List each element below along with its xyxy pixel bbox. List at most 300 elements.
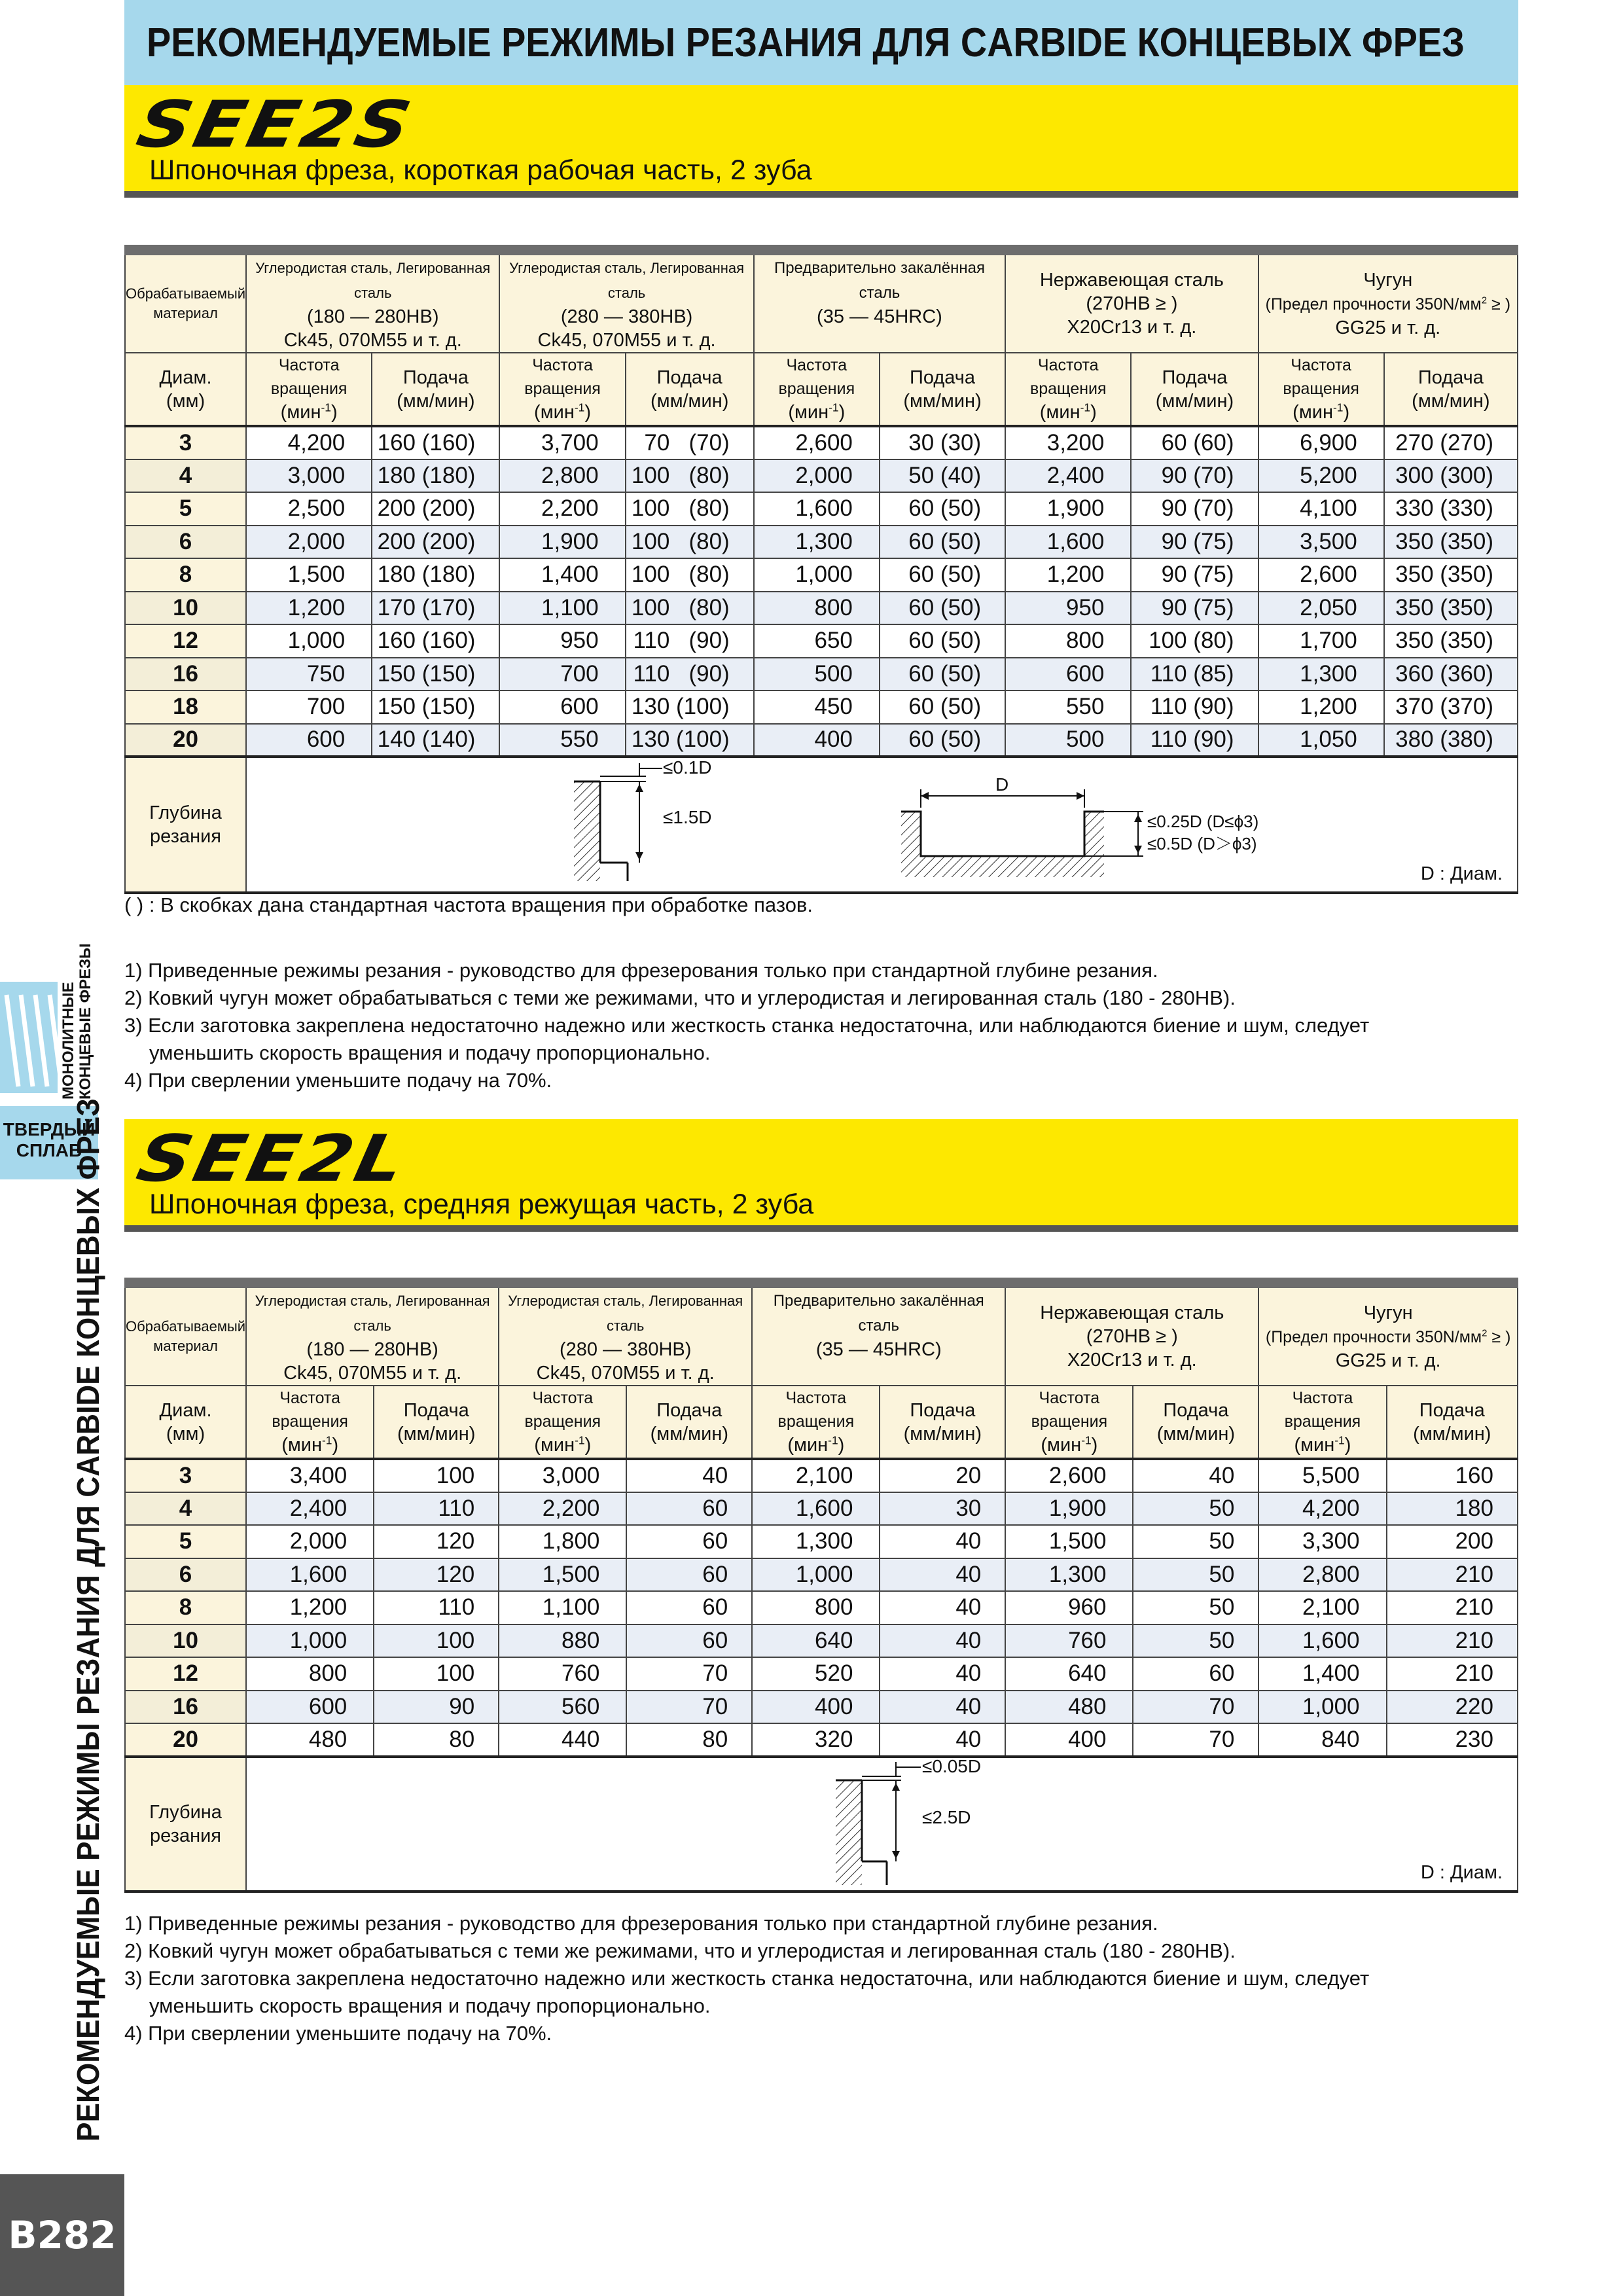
d-legend: D : Диам. [1420, 863, 1503, 884]
material-col-5: Чугун (Предел прочности $350N/мм^2$ ≥ ) GG25 и т. д. [1258, 250, 1518, 353]
table-row [125, 1657, 1518, 1691]
material-label: Обрабатываемый материал [125, 1283, 246, 1386]
feed-cell: 180 [1387, 1492, 1518, 1526]
rpm-cell: 550 [499, 724, 625, 757]
feed-cell: 60 (50) [880, 724, 1005, 757]
fig2-d-label: D [995, 774, 1009, 795]
rpm-cell: 750 [246, 658, 372, 691]
rpm-cell: 520 [752, 1657, 880, 1691]
rpm-header: Частота вращения (мин$^{-1}$) [1258, 353, 1384, 426]
rpm-cell: 5,200 [1258, 459, 1384, 493]
table-row [125, 592, 1518, 625]
cut-depth-diagram [247, 758, 1546, 889]
feed-cell: 90 (70) [1131, 492, 1258, 526]
feed-cell: 330 (330) [1384, 492, 1518, 526]
rpm-cell: 480 [1005, 1691, 1133, 1724]
rpm-cell: 1,000 [754, 558, 880, 592]
rpm-cell: 2,200 [499, 1492, 626, 1526]
rpm-cell: 1,600 [1005, 526, 1131, 559]
rpm-cell: 1,500 [246, 558, 372, 592]
feed-cell: 130 (100) [626, 691, 754, 724]
feed-cell: 60 (50) [880, 624, 1005, 658]
rpm-cell: 1,400 [499, 558, 625, 592]
feed-cell: 20 [880, 1459, 1005, 1492]
page-title-bar [124, 0, 1518, 85]
feed-cell: 90 (70) [1131, 459, 1258, 493]
rpm-cell: 800 [1005, 624, 1131, 658]
feed-cell: 90 (75) [1131, 592, 1258, 625]
rpm-cell: 1,300 [1005, 1558, 1133, 1592]
rpm-cell: 1,900 [1005, 1492, 1133, 1526]
feed-cell: 60 [626, 1558, 752, 1592]
feed-cell: 100 [374, 1657, 499, 1691]
feed-cell: 210 [1387, 1591, 1518, 1624]
rpm-cell: 1,300 [1258, 658, 1384, 691]
feed-cell: 40 [880, 1525, 1005, 1558]
rpm-header: Частота вращения (мин$^{-1}$) [1005, 1386, 1133, 1459]
rpm-cell: 1,600 [1258, 1624, 1386, 1658]
depth-label: Глубина резания [125, 757, 246, 893]
rpm-cell: 1,100 [499, 1591, 626, 1624]
feed-cell: 350 (350) [1384, 624, 1518, 658]
table-row [125, 1459, 1518, 1492]
feed-cell: 350 (350) [1384, 526, 1518, 559]
feed-cell: 370 (370) [1384, 691, 1518, 724]
rpm-cell: 600 [246, 1691, 374, 1724]
feed-cell: 360 (360) [1384, 658, 1518, 691]
sidebar-group-icon [0, 982, 58, 1093]
note-3-cont: уменьшить скорость вращения и подачу пропорционально. [149, 1041, 711, 1064]
rpm-cell: 2,000 [246, 526, 372, 559]
rpm-cell: 800 [246, 1657, 374, 1691]
tab-line2: СПЛАВ [16, 1140, 82, 1160]
depth-row [125, 757, 1518, 893]
feed-header: Подача (мм/мин) [1131, 353, 1258, 426]
feed-cell: 170 (170) [372, 592, 499, 625]
note-1: 1) Приведенные режимы резания - руководство для фрезерования только при стандартной глубине резания. [124, 959, 1158, 982]
table-row [125, 492, 1518, 526]
see2s-notes [124, 957, 1369, 1094]
rpm-cell: 960 [1005, 1591, 1133, 1624]
rpm-cell: 650 [754, 624, 880, 658]
feed-cell: 100 (80) [626, 558, 754, 592]
material-col-4: Нержавеющая сталь (270HB ≥ ) X20Cr13 и т. д. [1005, 1283, 1258, 1386]
diameter-cell: 6 [125, 1558, 246, 1592]
feed-cell: 210 [1387, 1558, 1518, 1592]
see2s-table [124, 245, 1518, 894]
rpm-header: Частота вращения (мин$^{-1}$) [752, 1386, 880, 1459]
rpm-cell: 4,200 [1258, 1492, 1386, 1526]
fig2-line2: ≤0.5D (D＞ϕ3) [1147, 834, 1257, 853]
diameter-cell: 20 [125, 1723, 246, 1757]
rpm-cell: 2,100 [1258, 1591, 1386, 1624]
note-3-cont: уменьшить скорость вращения и подачу пропорционально. [149, 1994, 711, 2017]
rpm-cell: 1,400 [1258, 1657, 1386, 1691]
diameter-cell: 10 [125, 1624, 246, 1658]
see2l-header [124, 1119, 1518, 1232]
rpm-cell: 2,050 [1258, 592, 1384, 625]
rpm-cell: 800 [754, 592, 880, 625]
rpm-cell: 480 [246, 1723, 374, 1757]
diameter-cell: 12 [125, 1657, 246, 1691]
feed-cell: 60 [626, 1492, 752, 1526]
note-3: 3) Если заготовка закреплена недостаточно надежно или жесткость станка недостаточна, или наблюдаются биение и шум, следует [124, 1014, 1370, 1037]
material-col-2: Углеродистая сталь, Легированная сталь (280 — 380HB) Ck45, 070M55 и т. д. [499, 250, 753, 353]
rpm-cell: 1,800 [499, 1525, 626, 1558]
rpm-cell: 2,200 [499, 492, 625, 526]
see2l-notes [124, 1910, 1369, 2047]
feed-header: Подача (мм/мин) [626, 1386, 752, 1459]
diam-header: Диам. (мм) [125, 353, 246, 426]
feed-cell: 50 [1133, 1591, 1258, 1624]
feed-cell: 160 (160) [372, 624, 499, 658]
feed-cell: 60 (50) [880, 526, 1005, 559]
fig2-line1: ≤0.25D (D≤ϕ3) [1147, 812, 1259, 831]
diameter-cell: 3 [125, 1459, 246, 1492]
feed-cell: 130 (100) [626, 724, 754, 757]
rpm-header: Частота вращения (мин$^{-1}$) [499, 353, 625, 426]
rpm-cell: 950 [1005, 592, 1131, 625]
fig1-side-label: ≤1.5D [663, 807, 712, 827]
rpm-cell: 4,100 [1258, 492, 1384, 526]
rpm-cell: 1,200 [246, 592, 372, 625]
feed-cell: 40 [626, 1459, 752, 1492]
rpm-header: Частота вращения (мин$^{-1}$) [1258, 1386, 1386, 1459]
rpm-cell: 2,600 [1005, 1459, 1133, 1492]
feed-cell: 110 (85) [1131, 658, 1258, 691]
feed-cell: 110 (90) [626, 658, 754, 691]
rpm-cell: 1,200 [1005, 558, 1131, 592]
feed-cell: 110 [374, 1591, 499, 1624]
feed-cell: 40 [880, 1723, 1005, 1757]
rpm-cell: 450 [754, 691, 880, 724]
rpm-cell: 1,600 [754, 492, 880, 526]
rpm-cell: 5,500 [1258, 1459, 1386, 1492]
rpm-cell: 700 [499, 658, 625, 691]
diameter-cell: 10 [125, 592, 246, 625]
column-header-row [125, 1386, 1518, 1459]
material-col-1: Углеродистая сталь, Легированная сталь (180 — 280HB) Ck45, 070M55 и т. д. [246, 250, 499, 353]
rpm-header: Частота вращения (мин$^{-1}$) [754, 353, 880, 426]
feed-cell: 380 (380) [1384, 724, 1518, 757]
feed-cell: 120 [374, 1525, 499, 1558]
table-row [125, 1525, 1518, 1558]
feed-cell: 230 [1387, 1723, 1518, 1757]
note-4: 4) При сверлении уменьшите подачу на 70%. [124, 2022, 552, 2045]
rpm-cell: 1,000 [246, 1624, 374, 1658]
rpm-cell: 1,500 [1005, 1525, 1133, 1558]
diameter-cell: 5 [125, 492, 246, 526]
feed-cell: 40 [880, 1591, 1005, 1624]
table-row [125, 624, 1518, 658]
fig1-top-label: ≤0.1D [663, 758, 712, 778]
feed-cell: 40 [880, 1691, 1005, 1724]
depth-row [125, 1757, 1518, 1892]
feed-cell: 60 [626, 1624, 752, 1658]
diameter-cell: 12 [125, 624, 246, 658]
rpm-cell: 2,800 [1258, 1558, 1386, 1592]
feed-cell: 120 [374, 1558, 499, 1592]
feed-cell: 40 [880, 1558, 1005, 1592]
feed-header: Подача (мм/мин) [1387, 1386, 1518, 1459]
feed-cell: 210 [1387, 1657, 1518, 1691]
table-row [125, 1691, 1518, 1724]
rpm-cell: 1,900 [1005, 492, 1131, 526]
feed-header: Подача (мм/мин) [1133, 1386, 1258, 1459]
fig-side-label: ≤2.5D [922, 1806, 971, 1827]
note-2: 2) Ковкий чугун может обрабатываться с теми же режимами, что и углеродистая и легированная сталь (180 - 280HB). [124, 986, 1236, 1009]
bracket-note: ( ) : В скобках дана стандартная частота вращения при обработке пазов. [124, 893, 813, 916]
rpm-cell: 2,600 [754, 426, 880, 459]
feed-cell: 350 (350) [1384, 592, 1518, 625]
feed-cell: 210 [1387, 1624, 1518, 1658]
feed-cell: 90 [374, 1691, 499, 1724]
rpm-cell: 760 [1005, 1624, 1133, 1658]
material-col-3: Предварительно закалённая сталь (35 — 45HRC) [752, 1283, 1005, 1386]
material-col-4: Нержавеющая сталь (270HB ≥ ) X20Cr13 и т. д. [1005, 250, 1258, 353]
rpm-cell: 1,000 [246, 624, 372, 658]
feed-cell: 100 [374, 1624, 499, 1658]
feed-cell: 110 (90) [1131, 691, 1258, 724]
note-4: 4) При сверлении уменьшите подачу на 70%. [124, 1069, 552, 1092]
tab-line1: ТВЕРДЫЙ [3, 1119, 96, 1139]
feed-cell: 90 (75) [1131, 526, 1258, 559]
rpm-cell: 2,000 [246, 1525, 374, 1558]
rpm-cell: 640 [1005, 1657, 1133, 1691]
rpm-cell: 400 [754, 724, 880, 757]
feed-cell: 200 [1387, 1525, 1518, 1558]
material-col-5: Чугун (Предел прочности $350N/мм^2$ ≥ ) GG25 и т. д. [1258, 1283, 1518, 1386]
material-col-2: Углеродистая сталь, Легированная сталь (280 — 380HB) Ck45, 070M55 и т. д. [499, 1283, 752, 1386]
diameter-cell: 16 [125, 658, 246, 691]
table-row [125, 1624, 1518, 1658]
rpm-cell: 840 [1258, 1723, 1386, 1757]
diameter-cell: 5 [125, 1525, 246, 1558]
rpm-cell: 400 [1005, 1723, 1133, 1757]
sidebar-group-label: МОНОЛИТНЫЕ КОНЦЕВЫЕ ФРЕЗЫ [60, 943, 94, 1100]
feed-cell: 180 (180) [372, 459, 499, 493]
feed-cell: 60 [1133, 1657, 1258, 1691]
table-row [125, 1723, 1518, 1757]
rpm-cell: 2,400 [1005, 459, 1131, 493]
rpm-cell: 600 [246, 724, 372, 757]
feed-cell: 60 (50) [880, 691, 1005, 724]
depth-figure [246, 757, 1518, 893]
fig-top-label: ≤0.05D [922, 1757, 982, 1776]
table-row [125, 658, 1518, 691]
feed-cell: 50 [1133, 1492, 1258, 1526]
table-row [125, 558, 1518, 592]
feed-cell: 300 (300) [1384, 459, 1518, 493]
diameter-cell: 8 [125, 558, 246, 592]
diameter-cell: 4 [125, 459, 246, 493]
material-label: Обрабатываемый материал [125, 250, 246, 353]
diameter-cell: 4 [125, 1492, 246, 1526]
column-header-row [125, 353, 1518, 426]
rpm-cell: 760 [499, 1657, 626, 1691]
feed-cell: 100 (80) [626, 492, 754, 526]
rpm-cell: 3,000 [499, 1459, 626, 1492]
rpm-cell: 600 [499, 691, 625, 724]
feed-cell: 70 [1133, 1723, 1258, 1757]
d-legend: D : Диам. [1420, 1861, 1503, 1883]
table-row [125, 459, 1518, 493]
feed-cell: 70 (70) [626, 426, 754, 459]
feed-cell: 40 [880, 1657, 1005, 1691]
rpm-cell: 640 [752, 1624, 880, 1658]
feed-cell: 60 [626, 1591, 752, 1624]
feed-cell: 100 (80) [626, 526, 754, 559]
feed-cell: 50 [1133, 1525, 1258, 1558]
rpm-cell: 3,300 [1258, 1525, 1386, 1558]
see2s-code: SEE2S [130, 88, 420, 162]
rpm-cell: 1,100 [499, 592, 625, 625]
feed-cell: 80 [374, 1723, 499, 1757]
feed-cell: 180 (180) [372, 558, 499, 592]
rpm-cell: 1,600 [752, 1492, 880, 1526]
rpm-cell: 2,800 [499, 459, 625, 493]
rpm-cell: 3,400 [246, 1459, 374, 1492]
feed-cell: 200 (200) [372, 492, 499, 526]
feed-cell: 40 [880, 1624, 1005, 1658]
diameter-cell: 6 [125, 526, 246, 559]
rpm-cell: 950 [499, 624, 625, 658]
feed-cell: 350 (350) [1384, 558, 1518, 592]
rpm-cell: 400 [752, 1691, 880, 1724]
rpm-header: Частота вращения (мин$^{-1}$) [246, 1386, 374, 1459]
feed-cell: 40 [1133, 1459, 1258, 1492]
rpm-cell: 440 [499, 1723, 626, 1757]
rpm-cell: 560 [499, 1691, 626, 1724]
rpm-cell: 320 [752, 1723, 880, 1757]
rpm-cell: 1,900 [499, 526, 625, 559]
rpm-cell: 700 [246, 691, 372, 724]
diameter-cell: 18 [125, 691, 246, 724]
rpm-cell: 1,050 [1258, 724, 1384, 757]
rpm-cell: 3,700 [499, 426, 625, 459]
feed-header: Подача (мм/мин) [374, 1386, 499, 1459]
material-header-row [125, 250, 1518, 353]
rpm-cell: 600 [1005, 658, 1131, 691]
feed-cell: 100 [374, 1459, 499, 1492]
page-title: РЕКОМЕНДУЕМЫЕ РЕЖИМЫ РЕЗАНИЯ ДЛЯ CARBIDE КОНЦЕВЫХ ФРЕЗ [147, 20, 1465, 65]
diameter-cell: 8 [125, 1591, 246, 1624]
feed-cell: 100 (80) [626, 459, 754, 493]
feed-cell: 110 (90) [1131, 724, 1258, 757]
see2l-subtitle: Шпоночная фреза, средняя режущая часть, 2 зуба [149, 1189, 814, 1220]
rpm-header: Частота вращения (мин$^{-1}$) [499, 1386, 626, 1459]
cut-depth-diagram [247, 1758, 1546, 1889]
table-row [125, 1558, 1518, 1592]
note-2: 2) Ковкий чугун может обрабатываться с теми же режимами, что и углеродистая и легированная сталь (180 - 280HB). [124, 1939, 1236, 1962]
feed-cell: 30 [880, 1492, 1005, 1526]
rpm-cell: 880 [499, 1624, 626, 1658]
table-row [125, 426, 1518, 459]
feed-cell: 110 [374, 1492, 499, 1526]
page-number: B282 [8, 2213, 116, 2257]
diam-header: Диам. (мм) [125, 1386, 246, 1459]
feed-cell: 80 [626, 1723, 752, 1757]
see2l-code: SEE2L [130, 1122, 414, 1196]
feed-cell: 160 (160) [372, 426, 499, 459]
note-3: 3) Если заготовка закреплена недостаточно надежно или жесткость станка недостаточна, или наблюдаются биение и шум, следует [124, 1967, 1370, 1990]
feed-cell: 220 [1387, 1691, 1518, 1724]
rpm-cell: 550 [1005, 691, 1131, 724]
feed-cell: 60 (50) [880, 558, 1005, 592]
feed-header: Подача (мм/мин) [880, 1386, 1005, 1459]
material-header-row [125, 1283, 1518, 1386]
rpm-cell: 1,000 [1258, 1691, 1386, 1724]
feed-header: Подача (мм/мин) [372, 353, 499, 426]
endmill-group-icon [0, 982, 58, 1093]
diameter-cell: 3 [125, 426, 246, 459]
rpm-header: Частота вращения (мин$^{-1}$) [1005, 353, 1131, 426]
table-row [125, 1591, 1518, 1624]
rpm-cell: 2,100 [752, 1459, 880, 1492]
feed-cell: 160 [1387, 1459, 1518, 1492]
rpm-cell: 2,600 [1258, 558, 1384, 592]
feed-header: Подача (мм/мин) [1384, 353, 1518, 426]
see2s-header [124, 85, 1518, 198]
rpm-cell: 3,000 [246, 459, 372, 493]
rpm-cell: 500 [1005, 724, 1131, 757]
rpm-cell: 1,600 [246, 1558, 374, 1592]
table-row [125, 1492, 1518, 1526]
feed-cell: 60 (60) [1131, 426, 1258, 459]
rpm-cell: 1,200 [1258, 691, 1384, 724]
feed-cell: 270 (270) [1384, 426, 1518, 459]
rpm-cell: 2,500 [246, 492, 372, 526]
feed-cell: 70 [1133, 1691, 1258, 1724]
feed-cell: 70 [626, 1657, 752, 1691]
rpm-cell: 500 [754, 658, 880, 691]
feed-cell: 70 [626, 1691, 752, 1724]
rpm-cell: 2,400 [246, 1492, 374, 1526]
see2l-table [124, 1278, 1518, 1893]
feed-cell: 50 [1133, 1624, 1258, 1658]
rpm-cell: 1,200 [246, 1591, 374, 1624]
see2s-subtitle: Шпоночная фреза, короткая рабочая часть, 2 зуба [149, 154, 812, 186]
diameter-cell: 20 [125, 724, 246, 757]
feed-cell: 150 (150) [372, 658, 499, 691]
rpm-cell: 1,300 [752, 1525, 880, 1558]
rpm-cell: 1,700 [1258, 624, 1384, 658]
feed-cell: 50 (40) [880, 459, 1005, 493]
feed-cell: 30 (30) [880, 426, 1005, 459]
note-1: 1) Приведенные режимы резания - руководство для фрезерования только при стандартной глубине резания. [124, 1912, 1158, 1935]
feed-cell: 60 [626, 1525, 752, 1558]
feed-header: Подача (мм/мин) [880, 353, 1005, 426]
table-row [125, 724, 1518, 757]
feed-cell: 110 (90) [626, 624, 754, 658]
rpm-cell: 4,200 [246, 426, 372, 459]
table-row [125, 526, 1518, 559]
rpm-cell: 800 [752, 1591, 880, 1624]
rpm-header: Частота вращения (мин$^{-1}$) [246, 353, 372, 426]
rpm-cell: 3,200 [1005, 426, 1131, 459]
material-col-1: Углеродистая сталь, Легированная сталь (180 — 280HB) Ck45, 070M55 и т. д. [246, 1283, 499, 1386]
rpm-cell: 3,500 [1258, 526, 1384, 559]
feed-cell: 100 (80) [1131, 624, 1258, 658]
feed-cell: 60 (50) [880, 592, 1005, 625]
rpm-cell: 1,000 [752, 1558, 880, 1592]
diameter-cell: 16 [125, 1691, 246, 1724]
rpm-cell: 1,500 [499, 1558, 626, 1592]
feed-cell: 100 (80) [626, 592, 754, 625]
sidebar-vertical-title: РЕКОМЕНДУЕМЫЕ РЕЖИМЫ РЕЗАНИЯ ДЛЯ CARBIDE КОНЦЕВЫХ ФРЕЗ [71, 1098, 106, 2142]
feed-cell: 150 (150) [372, 691, 499, 724]
rpm-cell: 2,000 [754, 459, 880, 493]
